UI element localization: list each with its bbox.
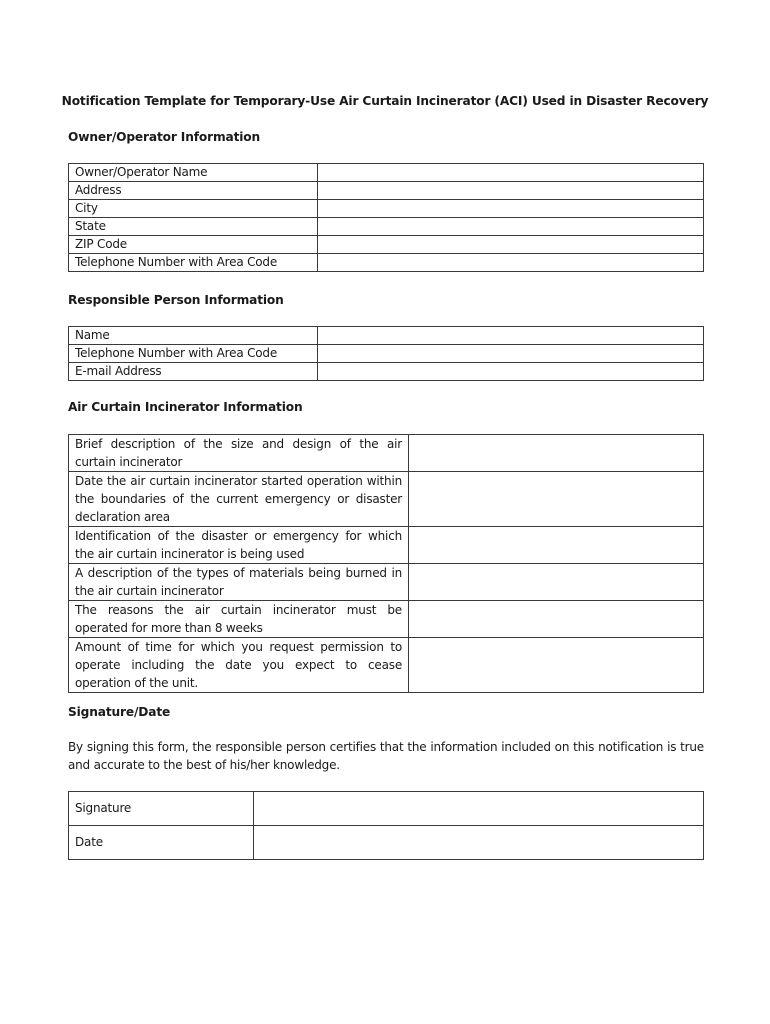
aci-info-heading: Air Curtain Incinerator Information bbox=[68, 400, 303, 414]
table-row bbox=[69, 164, 704, 182]
aci-start-date-field[interactable] bbox=[409, 472, 704, 527]
date-field[interactable] bbox=[254, 826, 704, 860]
operation-duration-field[interactable] bbox=[409, 638, 704, 693]
table-row bbox=[69, 345, 704, 363]
owner-operator-heading: Owner/Operator Information bbox=[68, 130, 261, 144]
responsible-telephone-label: Telephone Number with Area Code bbox=[69, 345, 318, 363]
table-row bbox=[69, 601, 704, 638]
table-row bbox=[69, 472, 704, 527]
table-row bbox=[69, 435, 704, 472]
disaster-identification-field[interactable] bbox=[409, 527, 704, 564]
owner-operator-table bbox=[68, 163, 704, 272]
operation-reasons-label: The reasons the air curtain incinerator must be operated for more than 8 weeks bbox=[69, 601, 409, 638]
email-label: E-mail Address bbox=[69, 363, 318, 381]
responsible-person-heading: Responsible Person Information bbox=[68, 293, 284, 307]
owner-operator-name-field[interactable] bbox=[318, 164, 704, 182]
table-row bbox=[69, 200, 704, 218]
table-row bbox=[69, 826, 704, 860]
aci-size-design-field[interactable] bbox=[409, 435, 704, 472]
materials-burned-label: A description of the types of materials being burned in the air curtain incinerator bbox=[69, 564, 409, 601]
table-row bbox=[69, 363, 704, 381]
owner-telephone-field[interactable] bbox=[318, 254, 704, 272]
table-row bbox=[69, 792, 704, 826]
aci-start-date-label: Date the air curtain incinerator started operation within the boundaries of the current emergency or disaster declaration area bbox=[69, 472, 409, 527]
signature-date-heading: Signature/Date bbox=[68, 705, 171, 719]
operation-reasons-field[interactable] bbox=[409, 601, 704, 638]
materials-burned-field[interactable] bbox=[409, 564, 704, 601]
certification-statement: By signing this form, the responsible person certifies that the information included on this notification is true and accurate to the best of his/her knowledge. bbox=[68, 740, 704, 772]
owner-telephone-label: Telephone Number with Area Code bbox=[69, 254, 318, 272]
aci-size-design-label: Brief description of the size and design of the air curtain incinerator bbox=[69, 435, 409, 472]
signature-field[interactable] bbox=[254, 792, 704, 826]
signature-label: Signature bbox=[69, 792, 254, 826]
state-field[interactable] bbox=[318, 218, 704, 236]
table-row bbox=[69, 254, 704, 272]
table-row bbox=[69, 527, 704, 564]
table-row bbox=[69, 327, 704, 345]
owner-operator-name-label: Owner/Operator Name bbox=[69, 164, 318, 182]
table-row bbox=[69, 218, 704, 236]
responsible-telephone-field[interactable] bbox=[318, 345, 704, 363]
city-field[interactable] bbox=[318, 200, 704, 218]
table-row bbox=[69, 236, 704, 254]
responsible-name-field[interactable] bbox=[318, 327, 704, 345]
zip-code-label: ZIP Code bbox=[69, 236, 318, 254]
date-label: Date bbox=[69, 826, 254, 860]
responsible-person-table bbox=[68, 326, 704, 381]
address-label: Address bbox=[69, 182, 318, 200]
responsible-name-label: Name bbox=[69, 327, 318, 345]
zip-code-field[interactable] bbox=[318, 236, 704, 254]
state-label: State bbox=[69, 218, 318, 236]
aci-info-table bbox=[68, 434, 704, 693]
address-field[interactable] bbox=[318, 182, 704, 200]
table-row bbox=[69, 564, 704, 601]
table-row bbox=[69, 638, 704, 693]
document-title: Notification Template for Temporary-Use Air Curtain Incinerator (ACI) Used in Disaster Recovery bbox=[61, 94, 709, 108]
operation-duration-label: Amount of time for which you request permission to operate including the date you expect to cease operation of the unit. bbox=[69, 638, 409, 693]
signature-table bbox=[68, 791, 704, 860]
email-field[interactable] bbox=[318, 363, 704, 381]
disaster-identification-label: Identification of the disaster or emergency for which the air curtain incinerator is being used bbox=[69, 527, 409, 564]
table-row bbox=[69, 182, 704, 200]
city-label: City bbox=[69, 200, 318, 218]
